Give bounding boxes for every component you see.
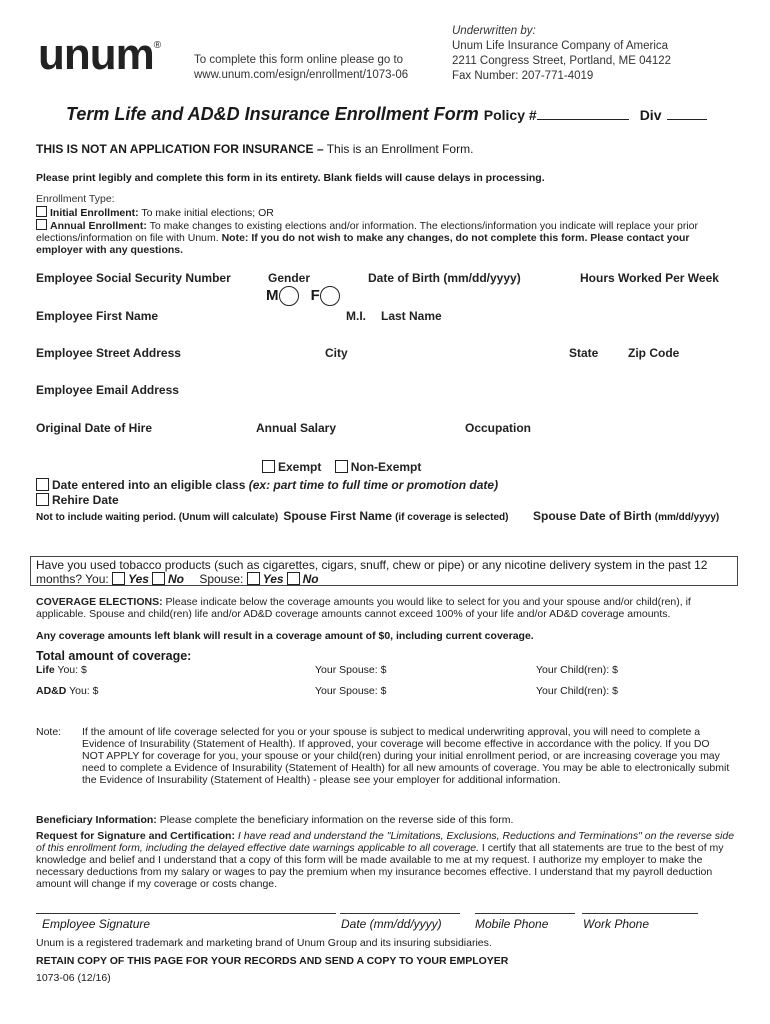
date-line[interactable]	[340, 913, 460, 914]
note-label: Note:	[36, 726, 62, 738]
company-name: Unum Life Insurance Company of America	[452, 40, 669, 52]
gender-m-label: M	[266, 286, 279, 304]
company-address: 2211 Congress Street, Portland, ME 04122	[452, 55, 672, 67]
form-title	[66, 104, 707, 125]
hire-date-label: Original Date of Hire	[36, 421, 153, 435]
gender-label: Gender	[268, 271, 311, 285]
spouse-dob-note: (mm/dd/yyyy)	[654, 512, 720, 523]
rehire-option[interactable]: Rehire Date	[36, 493, 119, 507]
initial-enrollment-option[interactable]: Initial Enrollment: To make initial elections; OR	[36, 206, 274, 219]
rehire-checkbox[interactable]	[36, 493, 49, 506]
life-spouse-label: Your Spouse: $	[315, 664, 387, 676]
you-no-checkbox[interactable]	[152, 572, 165, 585]
work-label: Work Phone	[583, 917, 650, 931]
registered-mark: ®	[153, 40, 161, 51]
policy-number-field[interactable]	[537, 105, 629, 120]
waiting-period-note: Not to include waiting period. (Unum will calculate)	[36, 512, 279, 523]
work-line[interactable]	[582, 913, 698, 914]
add-children-label: Your Child(ren): $	[536, 685, 618, 697]
form-id: 1073-06 (12/16)	[36, 972, 111, 984]
eligible-class-checkbox[interactable]	[36, 478, 49, 491]
spouse-first-label: Spouse First Name	[283, 509, 393, 523]
underwriter-block	[452, 24, 671, 84]
initial-enrollment-checkbox[interactable]	[36, 206, 47, 217]
tobacco-question-box: Have you used tobacco products (such as cigarettes, cigars, snuff, chew or pipe) or any nicotine delivery system in the past 12 months? You: Yes No Spouse: Yes No	[30, 556, 738, 586]
signature-certification: Request for Signature and Certification: I have read and understand the "Limitations, Exclusions, Reductions and Terminations" on the reverse side of this enrollment form, including the delayed effective date warnings applicable to all coverage. I certify that all statements are true to the best of my knowledge and belief and I understand that a copy of this form will be made available to me at my request. I authorize my employer to make the necessary deductions from my salary or wages to pay the premium when my insurance becomes effective. I understand that my payroll deduction amount will change if my coverage or costs change.	[36, 830, 735, 890]
trademark-notice: Unum is a registered trademark and marketing brand of Unum Group and its insuring subsidiaries.	[36, 937, 492, 949]
life-children-label: Your Child(ren): $	[536, 664, 618, 676]
spouse-dob-label: Spouse Date of Birth	[533, 509, 652, 523]
ssn-label: Employee Social Security Number	[36, 271, 231, 285]
city-label: City	[325, 346, 348, 360]
online-line-1: To complete this form online please go to	[194, 54, 404, 66]
total-coverage-label: Total amount of coverage:	[36, 649, 192, 663]
exempt-checkbox[interactable]	[262, 460, 275, 473]
print-instructions: Please print legibly and complete this form in its entirety. Blank fields will cause delays in processing.	[36, 172, 545, 184]
dob-label: Date of Birth (mm/dd/yyyy)	[368, 271, 521, 285]
occupation-label: Occupation	[465, 421, 532, 435]
gender-m-radio[interactable]	[279, 286, 299, 306]
spouse-no-checkbox[interactable]	[287, 572, 300, 585]
hours-label: Hours Worked Per Week	[580, 271, 719, 285]
online-instructions	[194, 53, 408, 83]
non-exempt-checkbox[interactable]	[335, 460, 348, 473]
spouse-yes-checkbox[interactable]	[247, 572, 260, 585]
enrollment-type-label: Enrollment Type:	[36, 193, 115, 205]
date-label: Date (mm/dd/yyyy)	[341, 917, 442, 931]
spouse-first-note: (if coverage is selected)	[395, 512, 509, 523]
underwritten-by: Underwritten by:	[452, 25, 536, 37]
spouse-dob	[533, 509, 719, 523]
add-spouse-label: Your Spouse: $	[315, 685, 387, 697]
mobile-line[interactable]	[475, 913, 575, 914]
add-you-label: AD&D You: $	[36, 685, 99, 697]
state-label: State	[569, 346, 599, 360]
mobile-label: Mobile Phone	[475, 917, 549, 931]
annual-enrollment-checkbox[interactable]	[36, 219, 47, 230]
employee-signature-line[interactable]	[36, 913, 336, 914]
annual-enrollment-option[interactable]: Annual Enrollment: To make changes to existing elections and/or information. The elections/information you indicate will replace your prior elections/information on file with Unum. Note: If you do not wish to make any changes, do not complete this form. Please contact your employer with any questions.	[36, 220, 698, 256]
div-label: Div	[639, 107, 662, 123]
last-name-label: Last Name	[381, 309, 442, 323]
tobacco-question: Have you used tobacco products (such as cigarettes, cigars, snuff, chew or pipe) or any nicotine delivery system in the past 12 months? You:	[36, 558, 708, 586]
gender-f-label: F	[310, 286, 320, 304]
note-text: If the amount of life coverage selected for you or your spouse is subject to medical underwriting approval, you will need to complete a Evidence of Insurability (Statement of Health). If approved, your coverage will become effective in accordance with the policy. If you DO NOT APPLY for coverage for you, your spouse or your child(ren) during your initial enrollment period, or are increasing coverage you may need to complete a Evidence of Insurability (Statement of Health) for all new amounts of coverage. You may be able to electronically submit the Evidence of Insurability (Statement of Health) - please see your employer for additional information.	[82, 726, 730, 786]
online-url[interactable]: www.unum.com/esign/enrollment/1073-06	[194, 69, 409, 81]
salary-label: Annual Salary	[256, 421, 337, 435]
gender-f-radio[interactable]	[320, 286, 340, 306]
exempt-option[interactable]: Exempt Non-Exempt	[262, 460, 421, 474]
first-name-label: Employee First Name	[36, 309, 159, 323]
employee-signature-label: Employee Signature	[42, 917, 151, 931]
form-title-text: Term Life and AD&D Insurance Enrollment Form	[66, 104, 479, 124]
application-notice: THIS IS NOT AN APPLICATION FOR INSURANCE – This is an Enrollment Form.	[36, 142, 474, 156]
div-field[interactable]	[667, 105, 707, 120]
zip-label: Zip Code	[628, 346, 680, 360]
gender-options	[266, 286, 340, 306]
you-yes-checkbox[interactable]	[112, 572, 125, 585]
spouse-row	[36, 509, 508, 523]
fax-number: Fax Number: 207-771-4019	[452, 70, 594, 82]
email-label: Employee Email Address	[36, 383, 179, 397]
blank-warning: Any coverage amounts left blank will result in a coverage amount of $0, including current coverage.	[36, 630, 534, 642]
beneficiary-info: Beneficiary Information: Please complete the beneficiary information on the reverse side of this form.	[36, 814, 514, 826]
policy-label: Policy #	[483, 107, 537, 123]
retain-copy-notice: RETAIN COPY OF THIS PAGE FOR YOUR RECORDS AND SEND A COPY TO YOUR EMPLOYER	[36, 955, 509, 967]
unum-logo: unum®	[38, 30, 161, 79]
life-you-label: Life You: $	[36, 664, 87, 676]
coverage-elections: COVERAGE ELECTIONS: Please indicate below the coverage amounts you would like to select for you and your spouse and/or child(ren), if applicable. Spouse and child(ren) life and/or AD&D coverage amounts cannot exceed 100% of your life and/or AD&D coverage amounts.	[36, 596, 691, 620]
mi-label: M.I.	[346, 309, 366, 323]
street-label: Employee Street Address	[36, 346, 181, 360]
eligible-class-option[interactable]: Date entered into an eligible class (ex: part time to full time or promotion date)	[36, 478, 498, 492]
